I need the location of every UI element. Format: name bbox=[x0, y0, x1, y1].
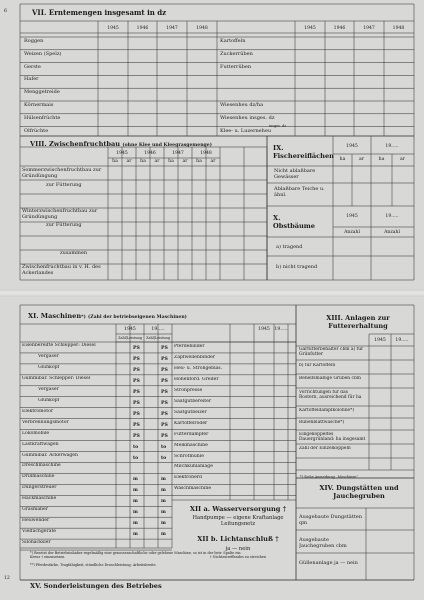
s7-crop-right-2: Futterrüben bbox=[220, 63, 252, 70]
s11-head-zahl-1: Zahl bbox=[118, 336, 126, 340]
s13-note: *) Siehe Anmerkung „Maschinen" bbox=[300, 475, 359, 479]
s8-row-0: Sommerzwischenfruchtbau zur Gründüngung bbox=[22, 167, 102, 179]
s11-machine-18: Silohäcksler bbox=[22, 540, 51, 546]
section-xiia-subtitle: Handpumpe — eigene Kraftanlage Leitungsnetz bbox=[192, 515, 284, 527]
s11-year-19-b: 19..... bbox=[274, 327, 288, 332]
s8-unit-ar-0: ar bbox=[126, 159, 132, 164]
s11-unit-b-15: m bbox=[161, 510, 166, 516]
s11-mid-machine-11: Milchkühlanlage bbox=[174, 464, 213, 470]
s7-crop-left-5: Körnermais bbox=[24, 102, 54, 108]
s11-head-leistung-1: Leistung bbox=[126, 336, 142, 340]
s11-unit-a-17: m bbox=[133, 532, 138, 538]
s7-crop-left-4: Menggetreide bbox=[24, 89, 60, 96]
s13-row-4: Kartoffeldämpfkolonne*) bbox=[299, 408, 355, 413]
s11-year-1945-a: 1945 bbox=[124, 327, 136, 332]
s11-unit-b-2: PS bbox=[161, 367, 168, 373]
s11-title-note: (Zahl der betriebseigenen Maschinen) bbox=[88, 315, 187, 320]
s8-unit-ar-2: ar bbox=[182, 159, 188, 164]
s11-title-text: XI. Maschinen bbox=[28, 312, 82, 320]
s8-unit-ha-3: ha bbox=[196, 159, 202, 164]
s11-unit-a-5: PS bbox=[133, 400, 140, 406]
s8-title-note: (ohne Klee und Kleegrasgemenge) bbox=[122, 143, 212, 148]
s9-row-1: Nicht ablaßbare Gewässer bbox=[274, 168, 316, 180]
s11-year-19-a: 19..... bbox=[151, 327, 165, 332]
s11-unit-b-14: m bbox=[161, 499, 166, 505]
s11-unit-b-3: PS bbox=[161, 378, 168, 384]
s11-machine-4: Vergaser bbox=[38, 386, 59, 392]
section-x-title: Obstbäume bbox=[273, 222, 315, 230]
s11-footnote-1: *) Besetzt der Betriebsinhaber regelmäßig eine genossenschaftliche oder gelehene Maschine, so ist in der betr. Spalte ein Kreuz † einzusetzen. bbox=[30, 551, 241, 560]
s11-machine-8: Lokomobile bbox=[22, 430, 50, 436]
s7-crop-right-0: Kartoffeln bbox=[220, 38, 246, 44]
page-fold bbox=[0, 289, 424, 297]
s11-machine-10: Gummibar. Ackerwagen bbox=[22, 452, 78, 458]
s13-row-2: Behelfsmäßige Gruben cbm bbox=[299, 376, 361, 381]
s11-machine-1: Vergaser bbox=[38, 353, 59, 359]
s7-year-1948-left: 1948 bbox=[196, 26, 208, 31]
s11-mid-machine-1: Zapfwellenbinder bbox=[174, 354, 216, 360]
s14-row-3: Güllenanlage ja — nein bbox=[299, 560, 358, 566]
s11-mid-machine-7: Kartoffelroder bbox=[174, 420, 208, 426]
s11-unit-b-6: PS bbox=[161, 411, 168, 417]
s11-head-zahl-2: Zahl bbox=[146, 336, 154, 340]
section-xv-title: XV. Sonderleistungen des Betriebes bbox=[30, 582, 162, 590]
s11-head-leistung-2: Leistung bbox=[154, 336, 170, 340]
s11-unit-b-16: m bbox=[161, 521, 166, 527]
s8-unit-ar-1: ar bbox=[154, 159, 160, 164]
s11-mid-machine-13: Waschmaschine bbox=[174, 486, 212, 492]
s11-unit-a-14: m bbox=[133, 499, 138, 505]
s8-unit-ha-1: ha bbox=[140, 159, 146, 164]
s11-machine-12: Drillmaschine bbox=[22, 474, 55, 480]
s11-head-zahl-leistung-2: Zahl|Leistung bbox=[146, 336, 170, 340]
s7-crop-right-6: Wiesenheu insges. dz bbox=[220, 114, 275, 121]
s11-year-1945-b: 1945 bbox=[258, 327, 270, 332]
sx-unit-anzahl-1: Anzahl bbox=[344, 230, 360, 235]
s13-row-3: Vorrichtungen für das Rostern, ausreichend für ha bbox=[299, 390, 362, 400]
s8-unit-ha-2: ha bbox=[168, 159, 174, 164]
s7-year-1947-right: 1947 bbox=[363, 26, 375, 31]
s11-unit-a-4: PS bbox=[133, 389, 140, 395]
s11-mid-machine-6: Saatgutbeizer bbox=[174, 409, 207, 415]
s11-mid-machine-10: Schrotmühle bbox=[174, 453, 204, 459]
sx-year-1945: 1945 bbox=[346, 214, 358, 219]
s11-machine-14: Hackmaschine bbox=[22, 496, 57, 502]
s8-row-6: zusammen bbox=[60, 250, 88, 256]
s7-year-1946-right: 1946 bbox=[333, 26, 346, 31]
s11-unit-a-10: to bbox=[133, 455, 139, 461]
s11-unit-a-3: PS bbox=[133, 378, 140, 384]
s11-unit-b-4: PS bbox=[161, 389, 168, 395]
s11-unit-b-8: PS bbox=[161, 433, 168, 439]
section-xiib-note: † Nichtzutreffendes zu streichen bbox=[210, 555, 266, 559]
s8-row-1: zur Fütterung bbox=[46, 182, 82, 188]
s8-year-1945: 1945 bbox=[116, 151, 128, 156]
page-number-bottom: 12 bbox=[4, 576, 10, 581]
section-vii-title: VII. Erntemengen insgesamt in dz bbox=[32, 8, 167, 17]
s8-year-1948: 1948 bbox=[200, 151, 212, 156]
s14-row-2: Ausgebaute Jauchegruben cbm bbox=[299, 537, 347, 549]
s7-crop-left-6: Hülsenfrüchte bbox=[24, 114, 61, 121]
s7-crop-left-0: Roggen bbox=[24, 38, 44, 44]
s13-year-19: 19..... bbox=[395, 338, 409, 343]
s9-unit-ar-2: ar bbox=[400, 157, 405, 162]
s13-row-0: Gärfutterbehälter cbm a) für Grünfutter bbox=[299, 347, 364, 357]
s11-unit-a-0: PS bbox=[133, 346, 140, 351]
s7-crop-left-3: Hafer bbox=[24, 76, 39, 83]
s11-mid-machine-2: Heu- u. Strohgebläs. bbox=[174, 365, 223, 371]
s7-year-1948-right: 1948 bbox=[392, 26, 405, 31]
s11-machine-17: Vielfachgeräte bbox=[22, 529, 57, 535]
s13-year-1945: 1945 bbox=[374, 338, 386, 343]
s9-unit-ha-2: ha bbox=[378, 157, 385, 162]
s7-crop-right-5: Wiesenheu dz/ha bbox=[220, 102, 264, 108]
s8-row-3: Winterzwischenfruchtbau zur Gründüngung bbox=[22, 208, 98, 220]
s11-machine-2: Glühkopf bbox=[38, 364, 60, 370]
s11-unit-a-16: m bbox=[133, 521, 138, 527]
s11-machine-13: Düngerstreuer bbox=[22, 485, 57, 491]
s11-mid-machine-8: Futterdämpfer bbox=[174, 431, 209, 437]
s7-crop-left-7: Ölfrüchte bbox=[24, 127, 49, 134]
s7-crop-left-2: Gerste bbox=[24, 63, 41, 70]
s11-unit-a-15: m bbox=[133, 510, 138, 516]
s11-mid-machine-5: Saatgutbereiter bbox=[174, 398, 212, 404]
s8-row-7: Zwischenfruchtbau in v. H. des Ackerlandes bbox=[22, 264, 101, 276]
s7-crop-right-1: Zuckerrüben bbox=[220, 50, 253, 57]
s7-year-1945-right: 1945 bbox=[304, 26, 316, 31]
s13-row-5: Rübenblattwäsche*) bbox=[299, 420, 345, 425]
s11-unit-a-1: PS bbox=[133, 356, 140, 362]
section-xiv-title: XIV. Dungstätten und Jauchegruben bbox=[319, 484, 399, 500]
s7-crop-right-7: Klee- u. Luzerneheu bbox=[220, 127, 272, 134]
page-number-top: 6 bbox=[4, 9, 7, 14]
s11-machine-9: Lastkraftwagen bbox=[22, 441, 59, 447]
s11-machine-11: Dreschmaschine bbox=[22, 463, 61, 469]
s8-unit-ha-0: ha bbox=[112, 159, 118, 164]
s7-klee-note: insges. dz bbox=[269, 124, 287, 128]
s11-mid-machine-12: Elektroherd bbox=[174, 475, 202, 481]
s14-row-1: Ausgebaute Dungstätten qm bbox=[299, 514, 362, 526]
section-xiii-title: XIII. Anlagen zur Futtererhaltung bbox=[326, 314, 390, 330]
s9-year-1945: 1945 bbox=[346, 144, 358, 149]
s8-year-1946: 1946 bbox=[144, 151, 156, 156]
s11-machine-7: Verbrennungsmotor bbox=[22, 419, 69, 425]
s7-year-1946-left: 1946 bbox=[136, 26, 149, 31]
s11-unit-b-0: PS bbox=[161, 346, 168, 351]
section-ix-title: Fischereiflächen bbox=[273, 152, 334, 160]
s11-unit-a-9: to bbox=[133, 444, 139, 450]
s9-unit-ha-1: ha bbox=[339, 157, 346, 162]
s13-row-1: b) für Kartoffeln bbox=[299, 363, 336, 368]
s11-unit-b-9: to bbox=[161, 444, 167, 450]
s11-footnote-2: **) Pferdestärke, Tragfähigkeit, stündliche Druschleistung, Arbeitsbreite. bbox=[30, 563, 157, 567]
s11-unit-a-12: m bbox=[133, 477, 138, 483]
s11-mid-machine-0: Pferdebinder bbox=[174, 344, 205, 349]
s11-unit-a-6: PS bbox=[133, 411, 140, 417]
s11-mid-machine-4: Strohpresse bbox=[174, 387, 203, 393]
s11-machine-5: Glühkopf bbox=[38, 397, 60, 403]
s11-machine-16: Heuwender bbox=[22, 518, 50, 524]
s11-mid-machine-9: Melkmaschine bbox=[174, 442, 208, 448]
s11-unit-a-7: PS bbox=[133, 422, 140, 428]
s9-unit-ar-1: ar bbox=[359, 157, 364, 162]
s11-machine-3: Gummibar. Schlepper: Diesel bbox=[22, 375, 91, 381]
section-xi-title bbox=[28, 312, 187, 320]
s8-row-4: zur Fütterung bbox=[46, 222, 82, 228]
s11-unit-b-12: m bbox=[161, 477, 166, 483]
s11-unit-a-13: m bbox=[133, 488, 138, 494]
sx-row-2: b) nicht tragend bbox=[276, 264, 318, 270]
s11-mid-machine-3: Höhenförd. Greifer bbox=[174, 376, 219, 382]
s11-unit-b-10: to bbox=[161, 455, 167, 461]
s11-unit-b-13: m bbox=[161, 488, 166, 494]
s11-machine-15: Grasmäher bbox=[22, 507, 48, 513]
s8-unit-ar-3: ar bbox=[210, 159, 216, 164]
s11-unit-a-2: PS bbox=[133, 367, 140, 373]
s11-unit-a-8: PS bbox=[133, 433, 140, 439]
section-xiia-title: XII a. Wasserversorgung † bbox=[189, 505, 287, 513]
s11-machine-0: Eisenbereifte Schlepper: Diesel bbox=[22, 343, 96, 348]
s8-title-text: VIII. Zwischenfruchtbau bbox=[30, 140, 121, 148]
s11-title-mark: *) bbox=[81, 315, 86, 320]
s7-crop-left-1: Weizen (Spelz) bbox=[24, 50, 62, 57]
s11-machine-6: Elektromotor bbox=[22, 408, 54, 414]
section-xiib-subtitle: ja — nein bbox=[225, 546, 251, 552]
s11-unit-b-17: m bbox=[161, 532, 166, 538]
s7-year-1947-left: 1947 bbox=[166, 26, 178, 31]
s11-unit-b-1: PS bbox=[161, 356, 168, 362]
s11-unit-b-7: PS bbox=[161, 422, 168, 428]
sx-year-19: 19..... bbox=[385, 214, 399, 219]
sx-unit-anzahl-2: Anzahl bbox=[384, 230, 400, 235]
s9-row-2: Ablaßbare Teiche u. ähnl. bbox=[274, 186, 325, 198]
s13-row-7: Zahl der Einzelkoppeln bbox=[299, 446, 351, 451]
sx-row-1: a) tragend bbox=[276, 244, 303, 250]
section-viii-title bbox=[30, 140, 212, 148]
s9-year-19: 19..... bbox=[385, 144, 399, 149]
section-xiib-title: XII b. Lichtanschluß † bbox=[197, 535, 279, 543]
section-ix-number: IX. bbox=[273, 144, 284, 152]
s11-head-zahl-leistung-1: Zahl|Leistung bbox=[118, 336, 142, 340]
s7-year-1945-left: 1945 bbox=[107, 26, 119, 31]
s11-unit-b-5: PS bbox=[161, 400, 168, 406]
s13-row-6: Eingekoppeltes Dauergrünland: ha insgesamt bbox=[299, 432, 366, 442]
s8-year-1947: 1947 bbox=[172, 151, 184, 156]
section-x-number: X. bbox=[273, 214, 281, 222]
